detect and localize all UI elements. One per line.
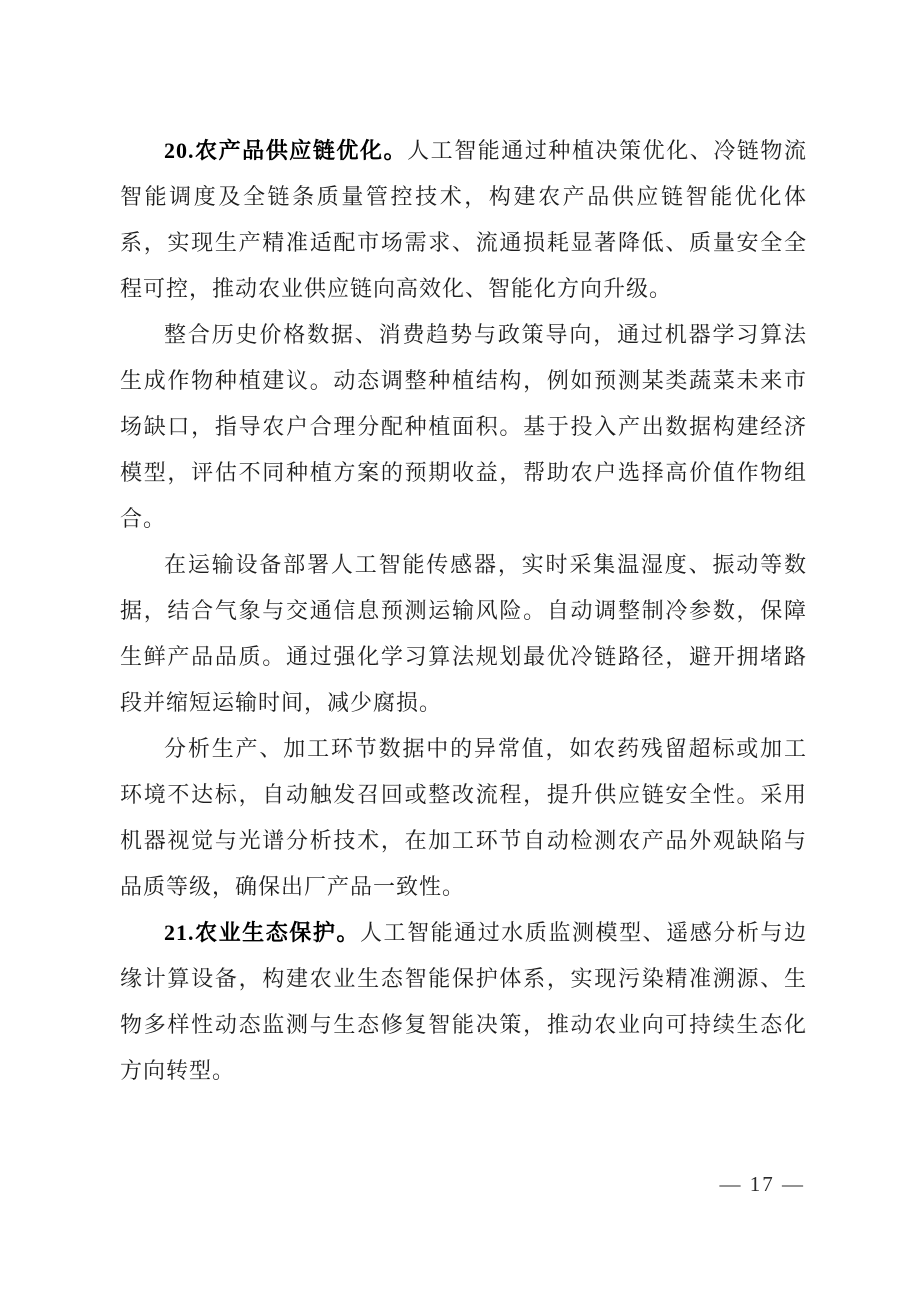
paragraph-20-lead: 20.农产品供应链优化。: [164, 138, 408, 163]
paragraph-20b-body: 在运输设备部署人工智能传感器，实时采集温湿度、振动等数据，结合气象与交通信息预测运输风险。自动调整制冷参数，保障生鲜产品品质。通过强化学习算法规划最优冷链路径，避开拥堵路段并缩短运输时间，减少腐损。: [120, 552, 807, 715]
paragraph-20-body: 人工智能通过种植决策优化、冷链物流智能调度及全链条质量管控技术，构建农产品供应链智能优化体系，实现生产精准适配市场需求、流通损耗显著降低、质量安全全程可控，推动农业供应链向高效化、智能化方向升级。: [120, 138, 807, 301]
paragraph-20a: [120, 312, 807, 542]
document-body: [120, 128, 807, 1094]
paragraph-20b: [120, 542, 807, 726]
paragraph-20: [120, 128, 807, 312]
paragraph-20c-body: 分析生产、加工环节数据中的异常值，如农药残留超标或加工环境不达标，自动触发召回或整改流程，提升供应链安全性。采用机器视觉与光谱分析技术，在加工环节自动检测农产品外观缺陷与品质等级，确保出厂产品一致性。: [120, 736, 807, 899]
paragraph-21: [120, 910, 807, 1094]
paragraph-20a-body: 整合历史价格数据、消费趋势与政策导向，通过机器学习算法生成作物种植建议。动态调整种植结构，例如预测某类蔬菜未来市场缺口，指导农户合理分配种植面积。基于投入产出数据构建经济模型，评估不同种植方案的预期收益，帮助农户选择高价值作物组合。: [120, 322, 807, 531]
paragraph-21-lead: 21.农业生态保护。: [164, 920, 360, 945]
paragraph-20c: [120, 726, 807, 910]
page-number: — 17 —: [719, 1172, 805, 1196]
paragraph-21-body: 人工智能通过水质监测模型、遥感分析与边缘计算设备，构建农业生态智能保护体系，实现污染精准溯源、生物多样性动态监测与生态修复智能决策，推动农业向可持续生态化方向转型。: [120, 920, 807, 1083]
